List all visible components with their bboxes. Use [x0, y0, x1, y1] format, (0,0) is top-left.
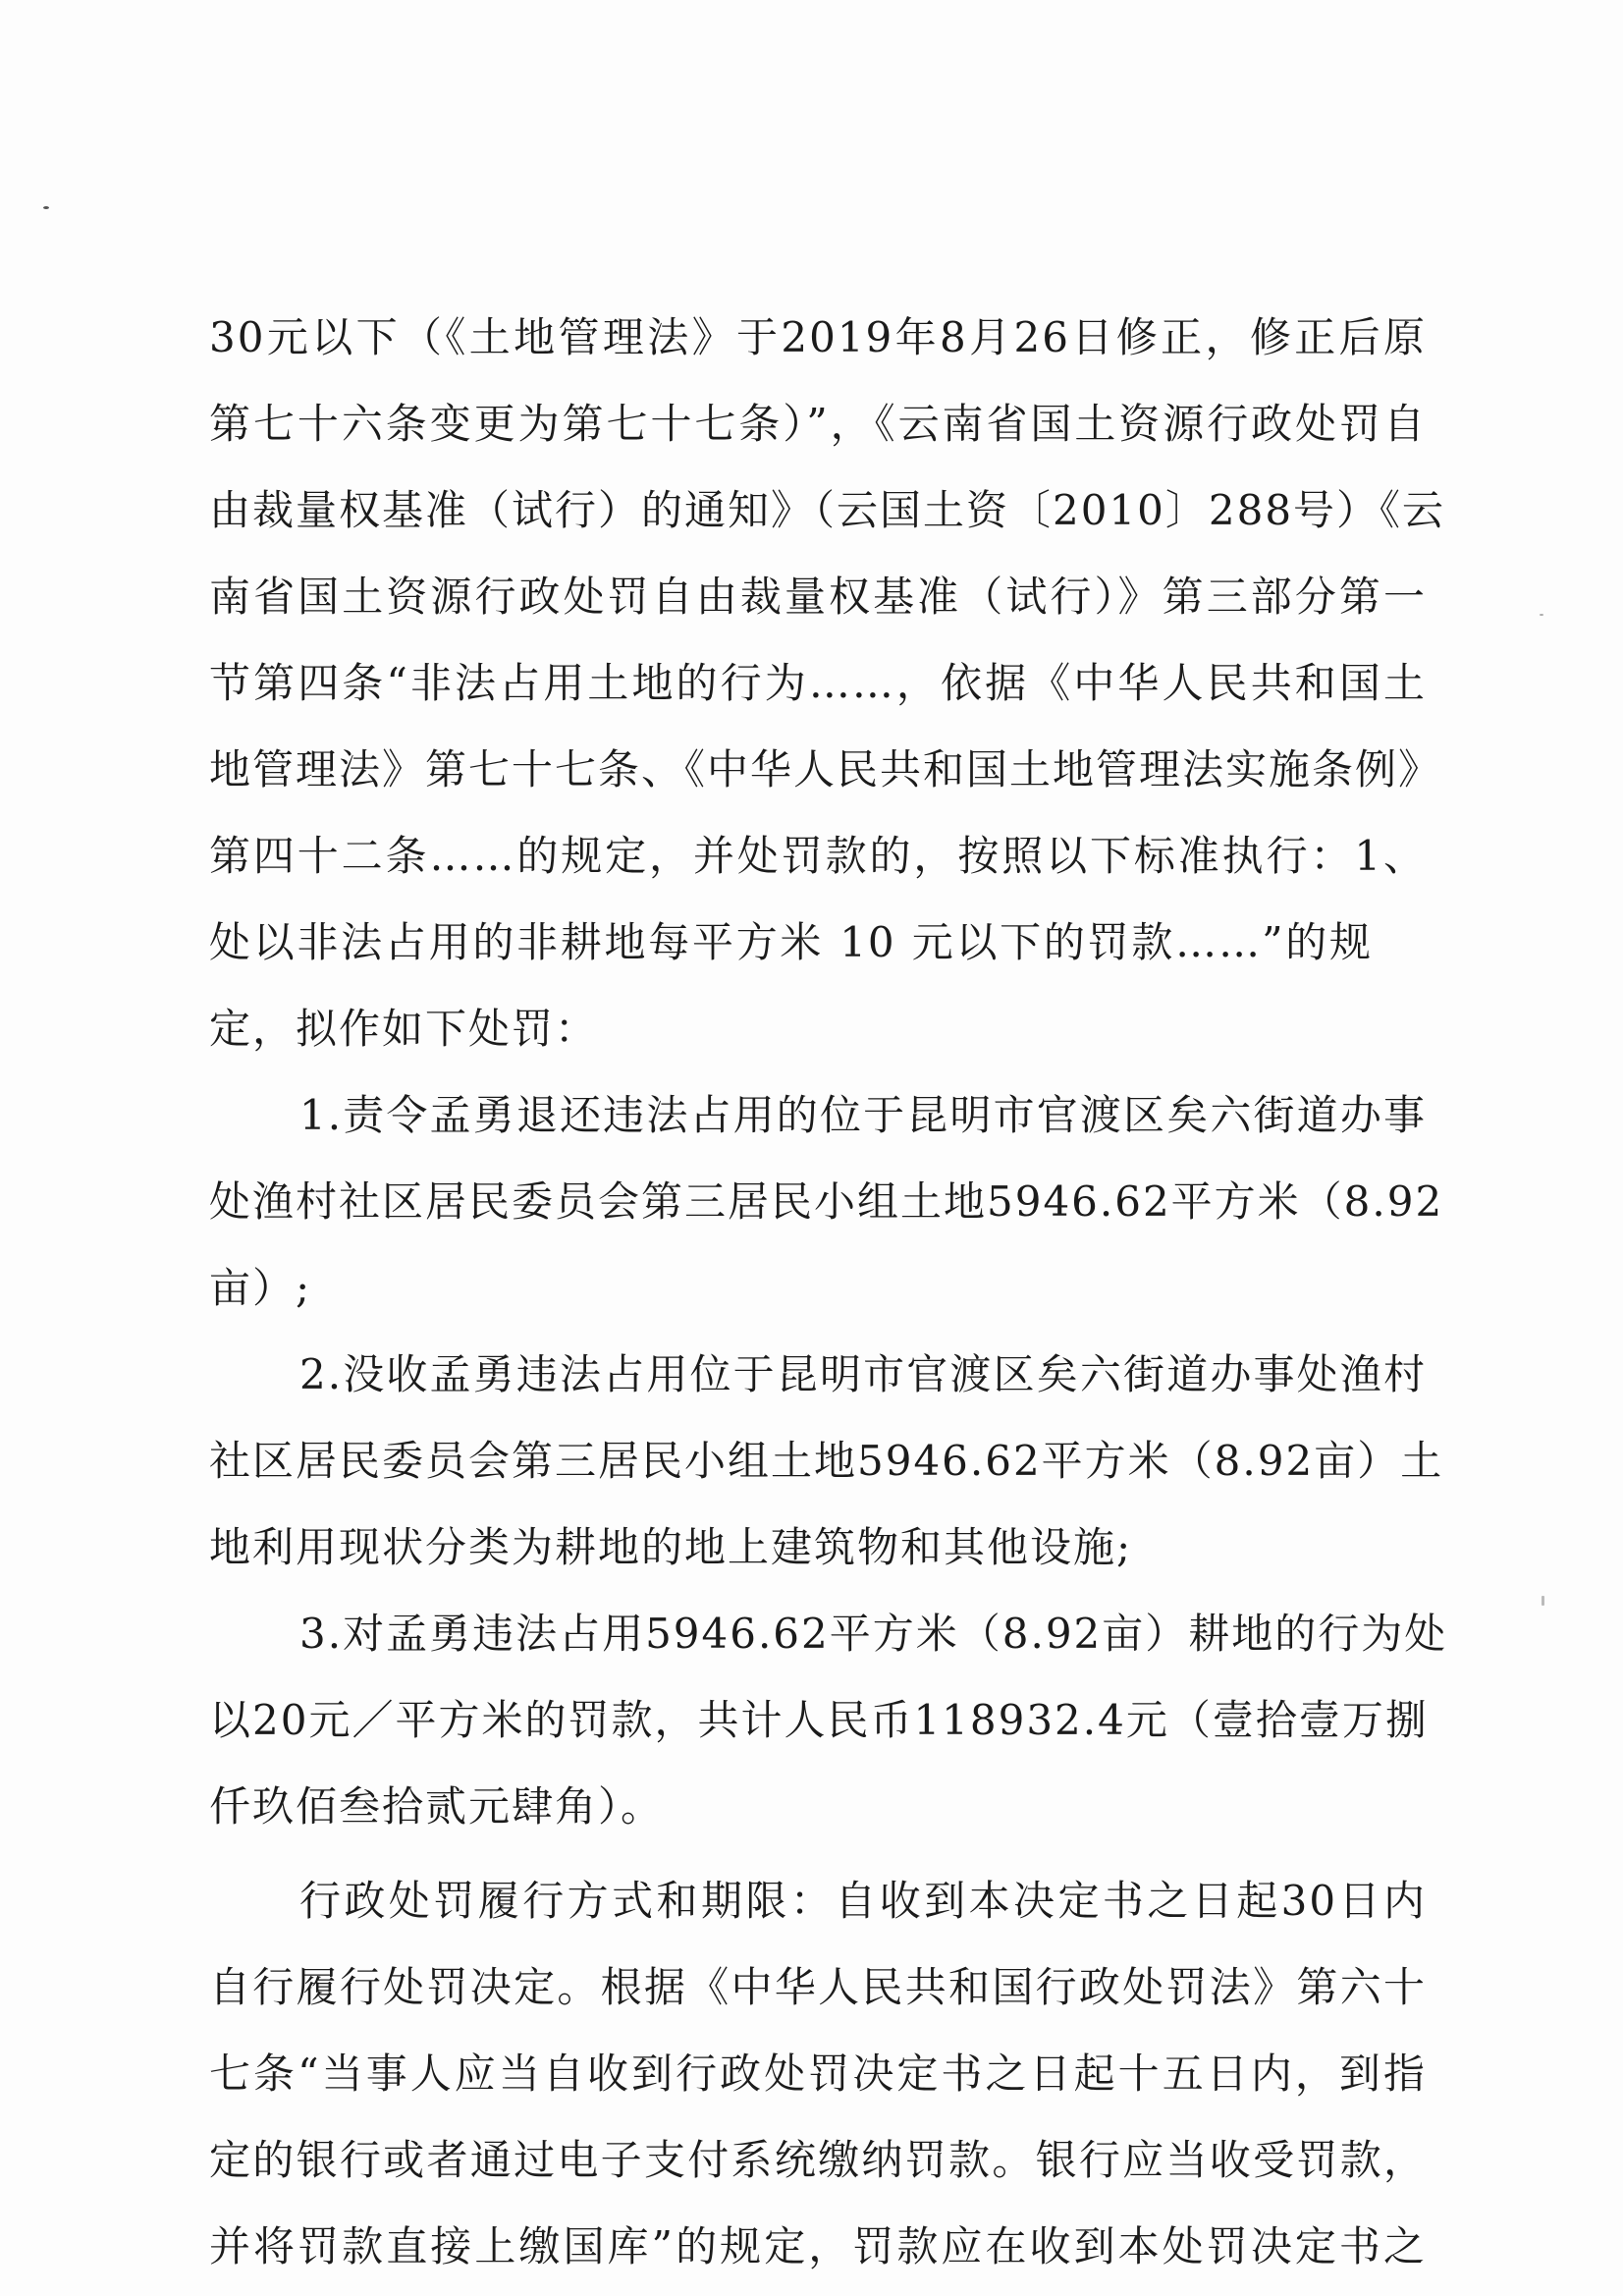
- text-line: 第四十二条……的规定，并处罚款的，按照以下标准执行：1、: [209, 832, 1427, 880]
- text-line: 1.责令孟勇退还违法占用的位于昆明市官渡区矣六街道办事: [299, 1091, 1427, 1139]
- text-line: 社区居民委员会第三居民小组土地5946.62平方米（8.92亩）土: [209, 1437, 1444, 1485]
- text-line: 第七十六条变更为第七十七条）”，《云南省国土资源行政处罚自: [209, 400, 1427, 448]
- text-line: 定的银行或者通过电子支付系统缴纳罚款。银行应当收受罚款，: [209, 2136, 1427, 2184]
- text-line: 处以非法占用的非耕地每平方米 10 元以下的罚款……”的规: [209, 918, 1373, 966]
- text-line: 3.对孟勇违法占用5946.62平方米（8.92亩）耕地的行为处: [299, 1610, 1448, 1658]
- text-line: 30元以下（《土地管理法》于2019年8月26日修正，修正后原: [209, 313, 1427, 361]
- paragraph-legal-basis: [209, 295, 1446, 1072]
- text-line: 节第四条“非法占用土地的行为……，依据《中华人民共和国土: [209, 659, 1427, 707]
- paragraph-payment-terms: [209, 1858, 1427, 2290]
- text-line: 并将罚款直接上缴国库”的规定，罚款应在收到本处罚决定书之: [209, 2222, 1427, 2270]
- penalty-item-2: [209, 1332, 1444, 1591]
- scan-speck: [1540, 614, 1543, 616]
- text-line: 仟玖佰叁拾贰元肆角）。: [209, 1782, 665, 1831]
- text-line: 七条“当事人应当自收到行政处罚决定书之日起十五日内，到指: [209, 2050, 1427, 2098]
- text-line: 处渔村社区居民委员会第三居民小组土地5946.62平方米（8.92: [209, 1177, 1444, 1226]
- text-line: 亩）;: [209, 1264, 312, 1312]
- penalty-item-3: [209, 1591, 1448, 1850]
- document-body: [209, 295, 1448, 2290]
- text-line: 地管理法》第七十七条、《中华人民共和国土地管理法实施条例》: [209, 745, 1442, 793]
- text-line: 行政处罚履行方式和期限：自收到本决定书之日起30日内: [299, 1877, 1427, 1925]
- text-line: 2.没收孟勇违法占用位于昆明市官渡区矣六街道办事处渔村: [299, 1350, 1427, 1398]
- text-line: 地利用现状分类为耕地的地上建筑物和其他设施;: [209, 1523, 1133, 1571]
- text-line: 以20元／平方米的罚款，共计人民币118932.4元（壹拾壹万捌: [209, 1696, 1429, 1744]
- text-line: 自行履行处罚决定。根据《中华人民共和国行政处罚法》第六十: [209, 1963, 1427, 2011]
- text-line: 由裁量权基准（试行）的通知》（云国土资〔2010〕288号）《云: [209, 486, 1446, 534]
- text-line: 定，拟作如下处罚：: [209, 1005, 599, 1053]
- scan-speck: [1542, 1596, 1544, 1606]
- scan-speck: [43, 206, 49, 209]
- text-line: 南省国土资源行政处罚自由裁量权基准（试行）》第三部分第一: [209, 573, 1427, 621]
- penalty-item-1: [209, 1072, 1444, 1332]
